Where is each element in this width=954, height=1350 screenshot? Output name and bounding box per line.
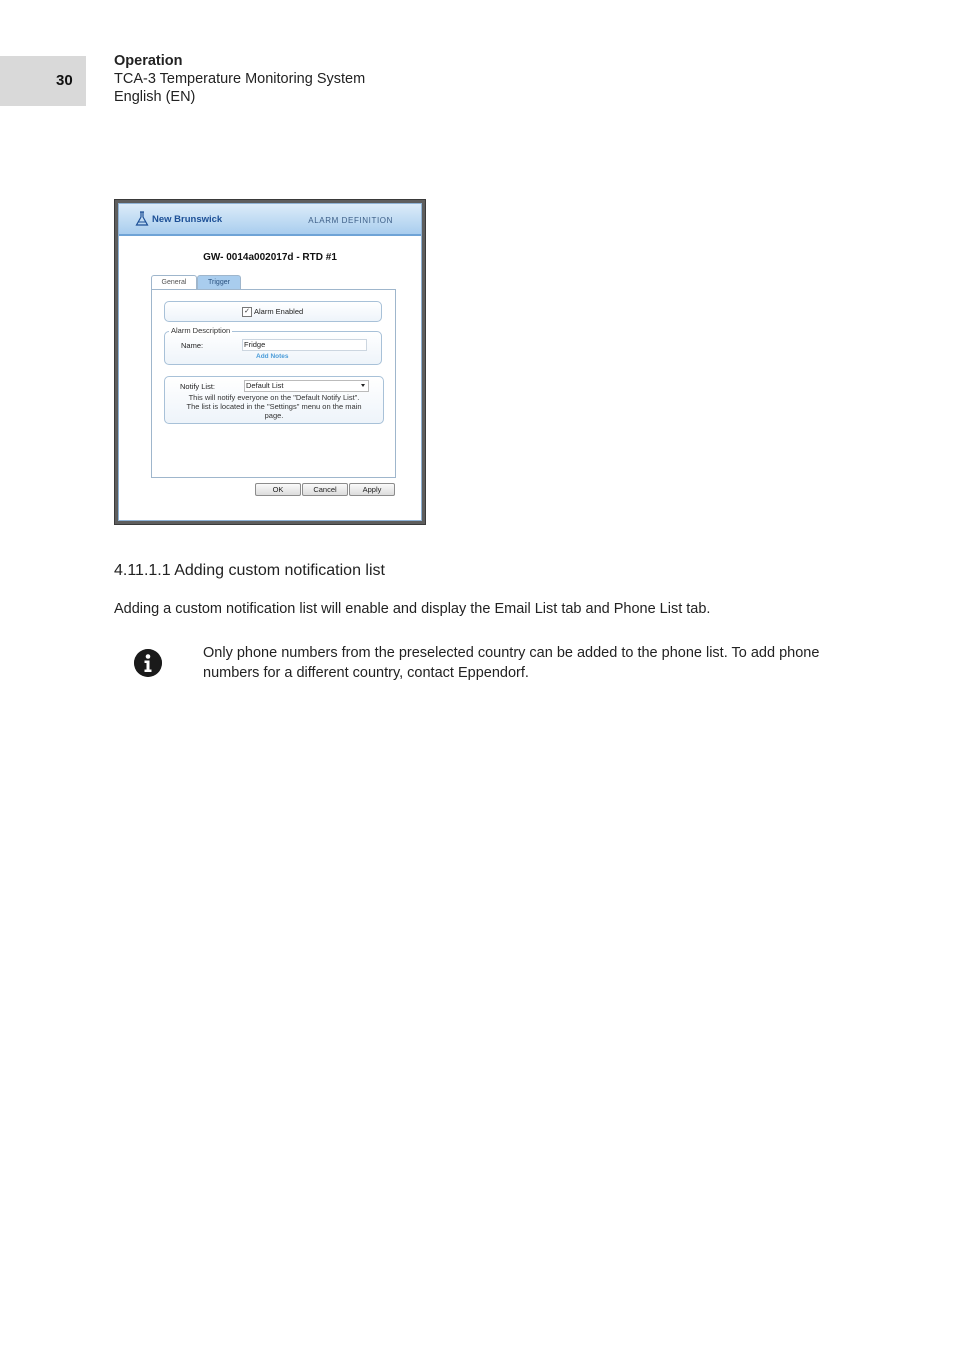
body-paragraph: Adding a custom notification list will enable and display the Email List tab and Phone List tab. <box>114 601 711 617</box>
apply-button[interactable]: Apply <box>349 483 395 496</box>
alarm-description-group <box>164 326 382 365</box>
header-section: Operation <box>114 53 183 69</box>
alarm-enabled-checkbox[interactable]: ✓ <box>242 307 252 317</box>
flask-logo-icon <box>135 211 149 227</box>
device-title: GW- 0014a002017d - RTD #1 <box>203 252 337 263</box>
tab-general[interactable]: General <box>151 275 197 290</box>
alarm-enabled-label: Alarm Enabled <box>254 307 304 316</box>
notify-help-line: The list is located in the "Settings" menu on the main <box>186 402 362 411</box>
notify-list-value: Default List <box>246 381 284 390</box>
ok-button[interactable]: OK <box>255 483 301 496</box>
window-header <box>119 204 421 236</box>
add-notes-link[interactable]: Add Notes <box>256 353 289 360</box>
notify-list-label: Notify List: <box>180 382 216 391</box>
section-title: 4.11.1.1 Adding custom notification list <box>114 562 385 579</box>
alarm-enabled-group <box>164 301 382 322</box>
page-number: 30 <box>56 72 73 89</box>
brand-name: New Brunswick <box>152 214 223 225</box>
alarm-description-legend: Alarm Description <box>171 326 231 335</box>
name-label: Name: <box>181 341 204 350</box>
alarm-definition-window <box>118 203 422 521</box>
cancel-button[interactable]: Cancel <box>302 483 348 496</box>
chevron-down-icon <box>361 384 365 387</box>
info-note-text: Only phone numbers from the preselected country can be added to the phone list. To add phone numbers for a different country, contact Eppendorf. <box>203 645 820 681</box>
header-language: English (EN) <box>114 89 196 105</box>
notify-help-line: This will notify everyone on the "Default Notify List". <box>188 393 360 402</box>
alarm-definition-screenshot <box>114 199 426 525</box>
notify-list-select[interactable] <box>244 380 369 392</box>
window-title: ALARM DEFINITION <box>308 216 393 225</box>
header-product: TCA-3 Temperature Monitoring System <box>114 71 366 87</box>
page-number-tab <box>0 56 86 106</box>
name-input[interactable]: Fridge <box>242 339 367 351</box>
tab-trigger[interactable]: Trigger <box>197 275 241 289</box>
general-tab-panel <box>151 289 396 478</box>
notify-list-help <box>169 393 379 420</box>
notify-list-group <box>164 376 384 424</box>
info-icon <box>134 649 162 677</box>
notify-help-line: page. <box>264 411 284 420</box>
running-header <box>114 52 365 106</box>
